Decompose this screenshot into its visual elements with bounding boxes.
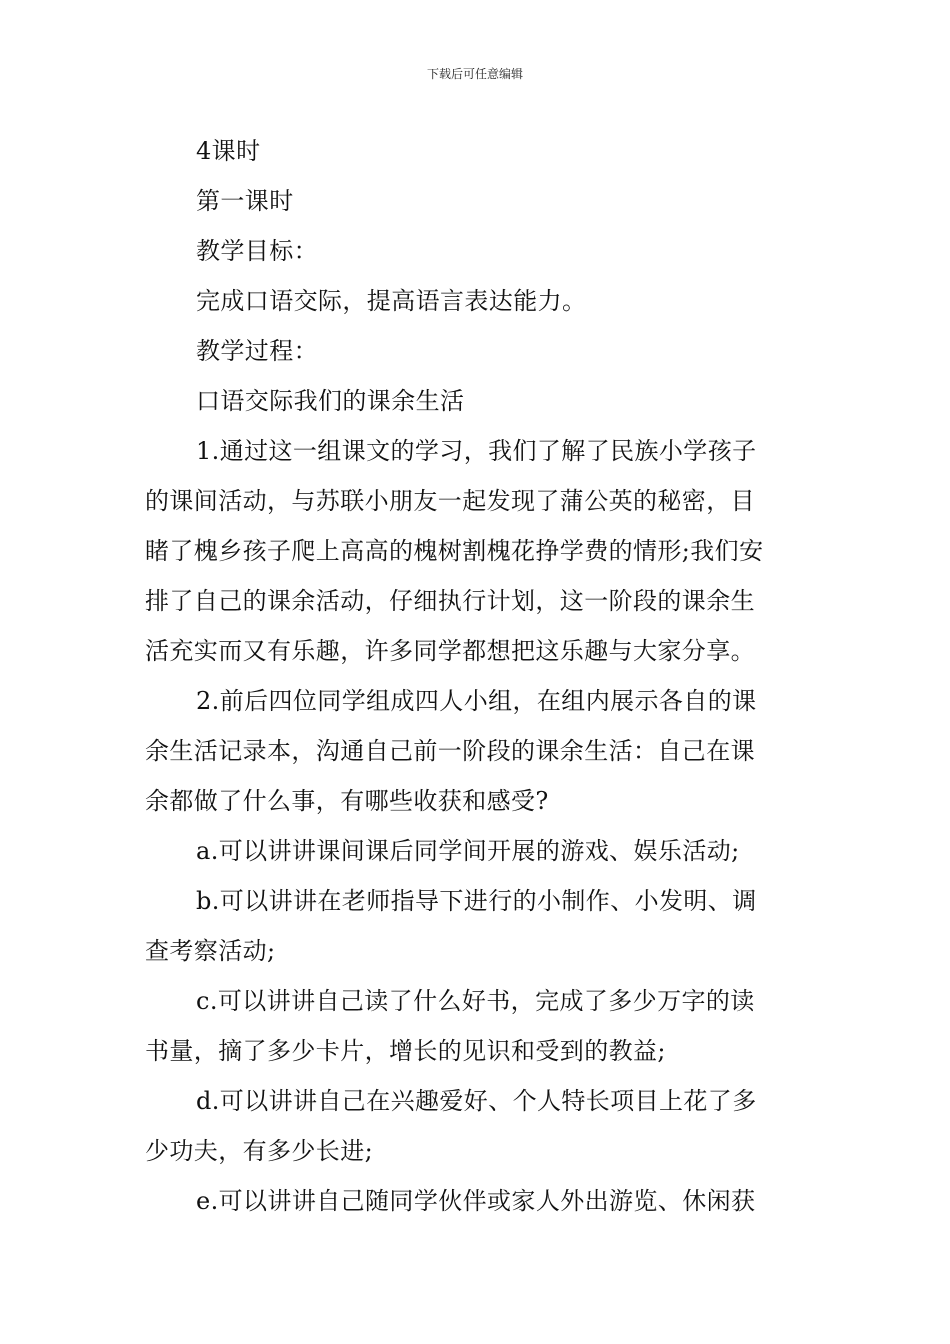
paragraph-line: 的课间活动，与苏联小朋友一起发现了蒲公英的秘密，目: [145, 487, 755, 515]
list-item-e: e.可以讲讲自己随同学伙伴或家人外出游览、休闲获: [196, 1187, 756, 1215]
list-item-d: d.可以讲讲自己在兴趣爱好、个人特长项目上花了多: [196, 1087, 757, 1115]
paragraph-line: 活充实而又有乐趣，许多同学都想把这乐趣与大家分享。: [145, 637, 755, 665]
list-item-b: b.可以讲讲在老师指导下进行的小制作、小发明、调: [196, 887, 757, 915]
paragraph-line: 1.通过这一组课文的学习，我们了解了民族小学孩子: [196, 437, 757, 465]
paragraph-line: 排了自己的课余活动，仔细执行计划，这一阶段的课余生: [145, 587, 755, 615]
page-header: 下载后可任意编辑: [426, 67, 523, 81]
paragraph-line: 2.前后四位同学组成四人小组，在组内展示各自的课: [196, 687, 757, 715]
heading-process: 教学过程：: [196, 337, 318, 365]
list-item-a: a.可以讲讲课间课后同学间开展的游戏、娱乐活动;: [196, 837, 740, 865]
list-item-c: c.可以讲讲自己读了什么好书，完成了多少万字的读: [196, 987, 755, 1015]
document-body: [145, 126, 810, 1226]
paragraph-line: 睹了槐乡孩子爬上高高的槐树割槐花挣学费的情形;我们安: [145, 537, 764, 565]
paragraph-line: 余生活记录本，沟通自己前一阶段的课余生活：自己在课: [145, 737, 755, 765]
list-item-b-cont: 查考察活动;: [145, 937, 276, 965]
paragraph-line: 余都做了什么事，有哪些收获和感受?: [145, 787, 549, 815]
lesson-count: 4课时: [196, 137, 261, 165]
section-title: 第一课时: [196, 187, 294, 215]
heading-objectives: 教学目标：: [196, 237, 318, 265]
activity-title: 口语交际我们的课余生活: [196, 387, 465, 415]
list-item-d-cont: 少功夫，有多少长进;: [145, 1137, 374, 1165]
list-item-c-cont: 书量，摘了多少卡片，增长的见识和受到的教益;: [145, 1037, 666, 1065]
objective-text: 完成口语交际，提高语言表达能力。: [196, 287, 587, 315]
